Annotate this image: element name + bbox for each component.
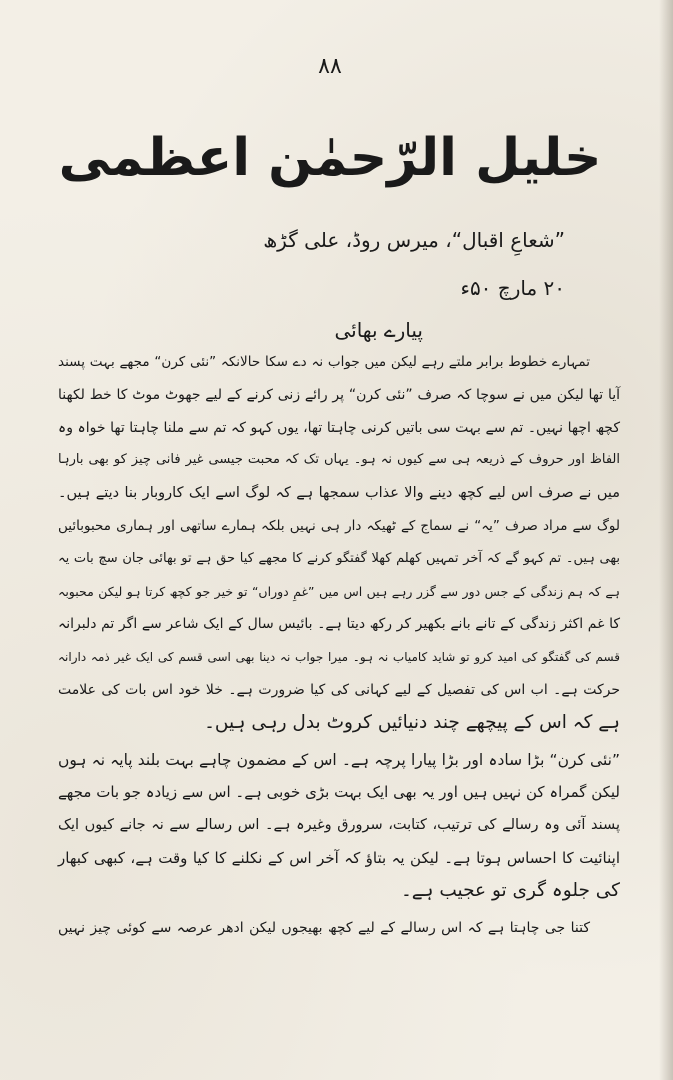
text-line: حرکت ہے۔ اب اس کی تفصیل کے لیے کہانی کی کیا ضرورت ہے۔ خلا خود اس بات کی علامت [58,681,620,698]
text-line: الفاظ اور حروف کے ذریعہ ہی سے کیوں نہ ہو۔ یہاں تک کہ محبت جیسی غیر فانی چیز کو بھی بارہا [58,452,620,468]
text-line: میں نے صرف اس لیے کچھ دینے والا عذاب سمجھا ہے کہ لوگ اسے ایک کاروبار بنا دیتے ہیں۔ [58,485,620,502]
text-line: کی جلوہ گری تو عجیب ہے۔ [400,879,620,901]
text-line: کچھ اچھا نہیں۔ تم سے بہت سی باتیں کرنی چاہتا تھا، یوں کہو کہ تم سے ملنا چاہتا تھا خواہ وہ [58,419,620,436]
text-line: پسند آئی وہ رسالے کی ترتیب، کتابت، سرورق وغیرہ ہے۔ اس رسالے سے نہ جانے کیوں ایک [58,817,620,834]
letter-address: ”شعاعِ اقبال“، میرس روڈ، علی گڑھ [263,228,565,252]
text-line: ہے کہ ہم زندگی کے جس دور سے گزر رہے ہیں اس میں ”غمِ دوراں“ تو خیر جو کچھ کرتا ہو لیکن محبوبہ [58,583,620,599]
text-line: قسم کی گفتگو کی امید کرو تو شاید کامیاب نہ ہو۔ میرا جواب نہ دینا بھی اسی قسم کی ایک غیر ذمہ دارانہ [58,650,620,665]
letter-date: ۲۰ مارچ ۵۰ء [460,276,565,300]
page-edge-shadow [659,0,673,1080]
text-line: کا غم اکثر زندگی کے تانے بانے بکھیر کر رکھ دیتا ہے۔ بائیس سال کے ایک شاعر سے اگر تم دلبرانہ [58,616,620,633]
page-number: ۸۸ [318,54,342,79]
page-title: خلیل الرّحمٰن اعظمی [58,128,602,188]
text-line: اپنائیت کا احساس ہوتا ہے۔ لیکن یہ بتاؤ کہ آخر اس کے نکلنے کا کیا وقت ہے، کبھی کبھار [58,848,620,867]
text-line: ”نئی کرن“ بڑا سادہ اور بڑا پیارا پرچہ ہے۔ اس کے مضمون چاہے بہت بلند پایہ نہ ہوں [58,750,620,769]
letter-body [58,346,620,944]
text-line: بھی ہیں۔ تم کہو گے کہ آخر تمہیں کھلم کھلا گفتگو کرنے کا مجھے کیا حق ہے تو بھائی جان سچ بات یہ [58,550,620,566]
text-line: کتنا جی چاہتا ہے کہ اس رسالے کے لیے کچھ بھیجوں لیکن ادھر عرصہ سے کوئی چیز نہیں [58,919,590,936]
text-line: آیا تھا لیکن میں نے سوچا کہ صرف ”نئی کرن“ پر رائے زنی کرنے کے لیے جھوٹ موٹ کا خط لکھنا [58,386,620,403]
text-line: ہے کہ اس کے پیچھے چند دنیائیں کروٹ بدل رہی ہیں۔ [204,711,620,733]
text-line: لوگ سے مراد صرف ”یہ“ نے سماج کے ٹھیکہ دار ہی نہیں بلکہ ہمارے ساتھی اور ہماری محبوبائیں [58,517,620,534]
letter-salutation: پیارے بھائی [334,318,423,342]
text-line: لیکن گمراہ کن نہیں ہیں اور یہ بھی ایک بہت بڑی خوبی ہے۔ اس سے زیادہ جو بات مجھے [58,783,620,802]
text-line: تمہارے خطوط برابر ملتے رہے لیکن میں جواب نہ دے سکا حالانکہ ”نئی کرن“ مجھے بہت پسند [58,354,590,370]
